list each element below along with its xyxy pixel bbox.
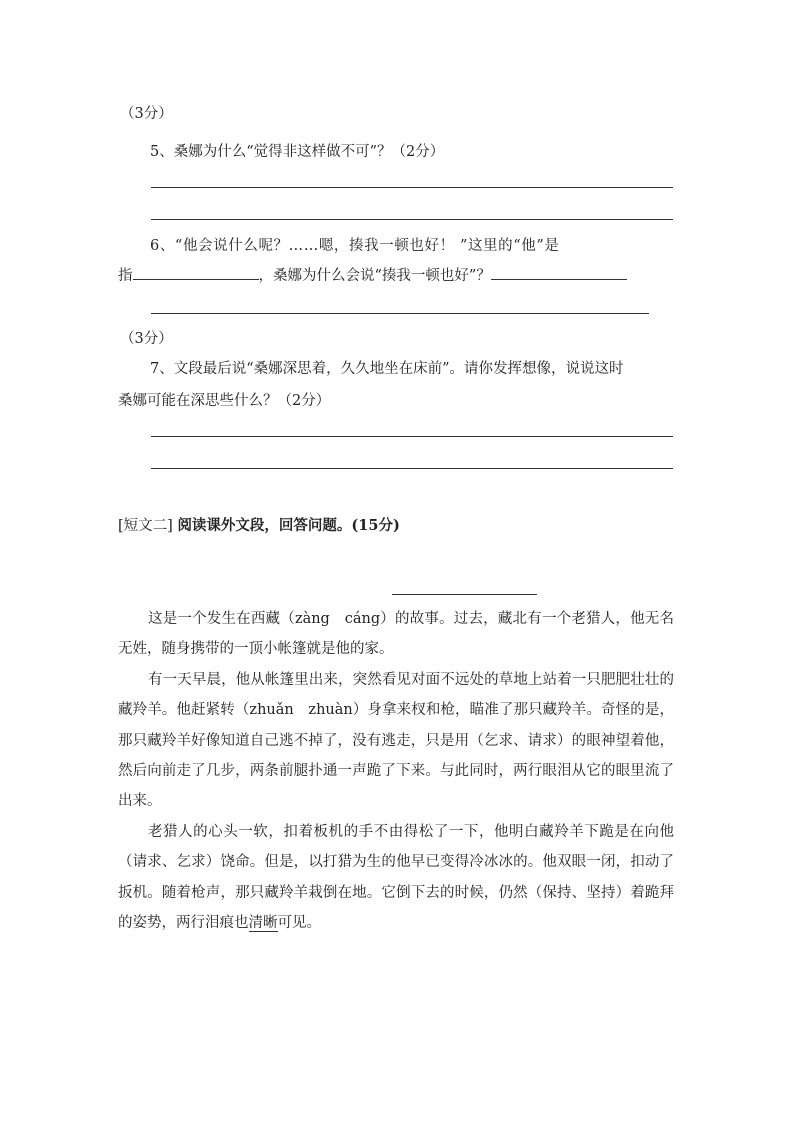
underlined-word: 清晰 — [248, 915, 278, 932]
question-7-line1: 7、文段最后说“桑娜深思着，久久地坐在床前”。请你发挥想像，说说这时 — [150, 361, 624, 377]
previous-question-score: （3分） — [120, 106, 173, 122]
passage-2-instruction: 阅读课外文段，回答问题。(15分) — [177, 517, 400, 534]
passage-2-paragraph-2: 有一天早晨，他从帐篷里出来，突然看见对面不远处的草地上站着一只肥肥壮壮的藏羚羊。他赶紧转（zhuǎn zhuàn）身拿来杈和枪，瞄准了那只藏羚羊。奇怪的是，那只藏羚羊好像知道自己逃不掉了，没有逃走，只是用（乞求、请求）的眼神望着他，然后向前走了几步，两条前腿扑通一声跪了下来。与此同时，两行眼泪从它的眼里流了出来。 — [118, 671, 674, 810]
question-5: 5、桑娜为什么“觉得非这样做不可”？（2分） — [150, 144, 445, 160]
question-6-line2 — [118, 264, 627, 285]
question-6-prefix: 指 — [118, 268, 133, 284]
question-6-line1: 6、“他会说什么呢？……嗯，揍我一顿也好！ ”这里的“他”是 — [150, 238, 560, 254]
question-6-score: （3分） — [120, 331, 173, 347]
answer-line-5a[interactable] — [151, 187, 673, 188]
answer-line-7a[interactable] — [151, 436, 673, 437]
passage-2-paragraph-1: 这是一个发生在西藏（zàng cáng）的故事。过去，藏北有一个老猎人，他无名无姓，随身携带的一顶小帐篷就是他的家。 — [118, 611, 674, 658]
question-6-middle: ，桑娜为什么会说“揍我一顿也好”？ — [258, 268, 491, 284]
answer-blank-6a[interactable] — [133, 265, 259, 280]
passage-2-paragraph-3-text: 老猎人的心头一软，扣着板机的手不由得松了一下，他明白藏羚羊下跪是在向他（请求、乞求）饶命。但是，以打猎为生的他早已变得冷冰冰的。他双眼一闭，扣动了扳机。随着枪声，那只藏羚羊栽倒在地。它倒下去的时候，仍然（保持、坚持）着跪拜的姿势，两行泪痕也 — [118, 823, 674, 932]
passage-2-paragraph-3 — [118, 817, 674, 939]
passage-2-body — [118, 604, 674, 938]
answer-line-6c[interactable] — [151, 313, 649, 314]
answer-line-5b[interactable] — [151, 219, 673, 220]
passage-2-heading — [118, 514, 400, 535]
passage-2-paragraph-3-end: 可见。 — [277, 915, 321, 932]
passage-2-bracket: [短文二] — [118, 518, 173, 534]
answer-line-7b[interactable] — [151, 468, 673, 469]
question-7-line2: 桑娜可能在深思些什么？（2分） — [118, 393, 331, 409]
title-blank[interactable] — [392, 594, 537, 595]
answer-blank-6b[interactable] — [491, 265, 627, 280]
